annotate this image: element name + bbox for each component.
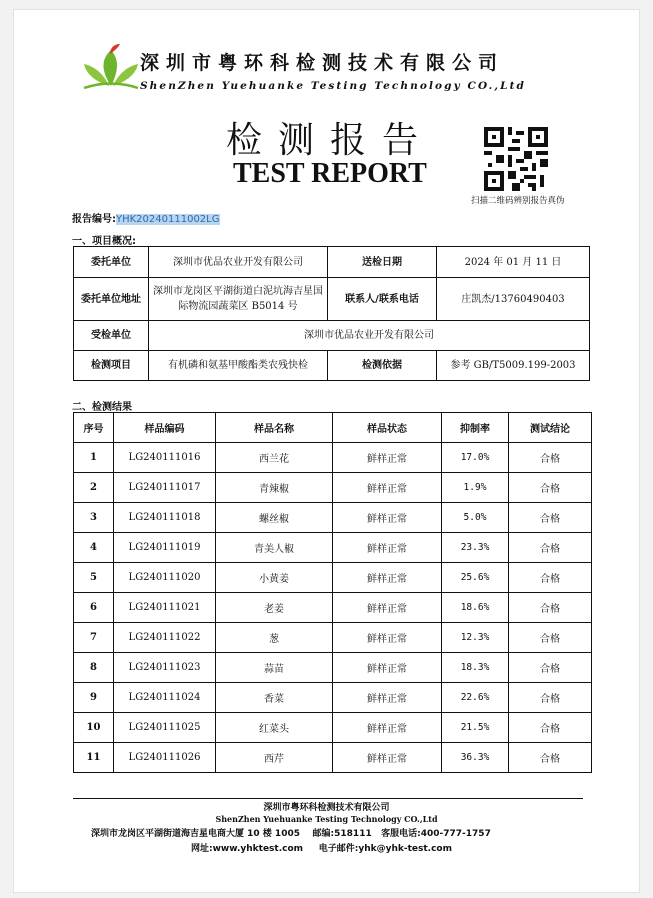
row-index: 6	[74, 593, 114, 623]
test-conclusion: 合格	[509, 593, 592, 623]
section-project-heading: 一、项目概况:	[72, 236, 136, 247]
inhibition-rate: 36.3%	[442, 743, 509, 773]
test-conclusion: 合格	[509, 623, 592, 653]
sample-code: LG240111021	[114, 593, 216, 623]
sample-state: 鲜样正常	[333, 563, 442, 593]
sample-name: 葱	[216, 623, 333, 653]
col-header-name: 样品名称	[216, 413, 333, 443]
sample-code: LG240111023	[114, 653, 216, 683]
sample-name: 西芹	[216, 743, 333, 773]
row-index: 1	[74, 443, 114, 473]
inhibition-rate: 21.5%	[442, 713, 509, 743]
company-name-cn: 深圳市粤环科检测技术有限公司	[140, 52, 505, 74]
table-row	[74, 563, 592, 593]
report-number-label: 报告编号:	[72, 214, 116, 225]
test-conclusion: 合格	[509, 533, 592, 563]
item-value: 有机磷和氨基甲酸酯类农残快检	[149, 351, 328, 381]
contact-value: 庄凯杰/13760490403	[437, 278, 590, 321]
sample-state: 鲜样正常	[333, 533, 442, 563]
results-header-row	[74, 413, 592, 443]
basis-value: 参考 GB/T5009.199-2003	[437, 351, 590, 381]
footer-postcode-label: 邮编:	[312, 829, 335, 839]
sample-name: 小黄姜	[216, 563, 333, 593]
qr-code	[484, 127, 548, 191]
project-info-table	[73, 246, 590, 381]
table-row	[74, 743, 592, 773]
sample-name: 蒜苗	[216, 653, 333, 683]
sample-code: LG240111018	[114, 503, 216, 533]
row-index: 8	[74, 653, 114, 683]
inhibition-rate: 17.0%	[442, 443, 509, 473]
client-label: 委托单位	[74, 247, 149, 278]
inspected-label: 受检单位	[74, 321, 149, 351]
table-row	[74, 473, 592, 503]
test-conclusion: 合格	[509, 503, 592, 533]
sample-state: 鲜样正常	[333, 653, 442, 683]
sample-state: 鲜样正常	[333, 713, 442, 743]
footer-postcode: 518111	[334, 829, 372, 839]
footer-hotline: 400-777-1757	[420, 829, 491, 839]
address-label: 委托单位地址	[74, 278, 149, 321]
company-logo	[80, 42, 142, 94]
inhibition-rate: 12.3%	[442, 623, 509, 653]
item-label: 检测项目	[74, 351, 149, 381]
report-number	[72, 210, 220, 225]
inhibition-rate: 5.0%	[442, 503, 509, 533]
sample-name: 青辣椒	[216, 473, 333, 503]
sample-name: 香菜	[216, 683, 333, 713]
test-conclusion: 合格	[509, 563, 592, 593]
row-index: 7	[74, 623, 114, 653]
sample-state: 鲜样正常	[333, 443, 442, 473]
sample-code: LG240111019	[114, 533, 216, 563]
sample-code: LG240111024	[114, 683, 216, 713]
sample-code: LG240111026	[114, 743, 216, 773]
footer-contact-line	[91, 826, 491, 839]
address-value: 深圳市龙岗区平湖街道白泥坑海吉星国际物流园蔬菜区 B5014 号	[149, 278, 328, 321]
basis-label: 检测依据	[328, 351, 437, 381]
inhibition-rate: 18.6%	[442, 593, 509, 623]
sample-name: 螺丝椒	[216, 503, 333, 533]
col-header-code: 样品编码	[114, 413, 216, 443]
footer-company-cn: 深圳市粤环科检测技术有限公司	[263, 803, 390, 813]
date-value: 2024 年 01 月 11 日	[437, 247, 590, 278]
report-title-cn: 检测报告	[226, 120, 435, 161]
col-header-rate: 抑制率	[442, 413, 509, 443]
sample-name: 青美人椒	[216, 533, 333, 563]
footer-company-en: ShenZhen Yuehuanke Testing Technology CO.,Ltd	[215, 814, 438, 824]
row-index: 2	[74, 473, 114, 503]
table-row	[74, 713, 592, 743]
table-row	[74, 623, 592, 653]
row-index: 4	[74, 533, 114, 563]
report-title-en: TEST REPORT	[233, 158, 427, 189]
sample-code: LG240111022	[114, 623, 216, 653]
contact-label: 联系人/联系电话	[328, 278, 437, 321]
footer-web-line	[191, 841, 452, 854]
col-header-conclusion: 测试结论	[509, 413, 592, 443]
sample-name: 红菜头	[216, 713, 333, 743]
col-header-index: 序号	[74, 413, 114, 443]
test-conclusion: 合格	[509, 713, 592, 743]
test-conclusion: 合格	[509, 473, 592, 503]
section-results-heading: 二、检测结果	[72, 402, 132, 413]
test-conclusion: 合格	[509, 653, 592, 683]
inhibition-rate: 18.3%	[442, 653, 509, 683]
test-conclusion: 合格	[509, 443, 592, 473]
sample-name: 西兰花	[216, 443, 333, 473]
footer-hotline-label: 客服电话:	[381, 829, 421, 839]
col-header-state: 样品状态	[333, 413, 442, 443]
report-number-value: YHK20240111002LG	[116, 214, 220, 225]
sample-state: 鲜样正常	[333, 683, 442, 713]
sample-name: 老姜	[216, 593, 333, 623]
qr-caption: 扫描二维码辨别报告真伪	[471, 196, 565, 206]
table-row	[74, 683, 592, 713]
test-conclusion: 合格	[509, 743, 592, 773]
company-name-en: ShenZhen Yuehuanke Testing Technology CO.,Ltd	[140, 80, 527, 92]
sample-code: LG240111017	[114, 473, 216, 503]
sample-code: LG240111025	[114, 713, 216, 743]
row-index: 11	[74, 743, 114, 773]
results-table	[73, 412, 592, 773]
sample-code: LG240111020	[114, 563, 216, 593]
sample-state: 鲜样正常	[333, 623, 442, 653]
table-row	[74, 593, 592, 623]
footer-divider	[73, 798, 583, 799]
table-row	[74, 443, 592, 473]
table-row	[74, 533, 592, 563]
inhibition-rate: 1.9%	[442, 473, 509, 503]
inspected-value: 深圳市优品农业开发有限公司	[149, 321, 590, 351]
client-value: 深圳市优品农业开发有限公司	[149, 247, 328, 278]
footer-website[interactable]: www.yhktest.com	[212, 844, 304, 854]
sample-state: 鲜样正常	[333, 503, 442, 533]
sample-state: 鲜样正常	[333, 743, 442, 773]
footer-address: 深圳市龙岗区平湖街道海吉星电商大厦 10 楼 1005	[91, 829, 300, 839]
footer-email-label: 电子邮件:	[318, 844, 359, 854]
row-index: 5	[74, 563, 114, 593]
inhibition-rate: 25.6%	[442, 563, 509, 593]
footer-website-label: 网址:	[191, 844, 213, 854]
row-index: 9	[74, 683, 114, 713]
date-label: 送检日期	[328, 247, 437, 278]
test-conclusion: 合格	[509, 683, 592, 713]
sample-state: 鲜样正常	[333, 593, 442, 623]
inhibition-rate: 22.6%	[442, 683, 509, 713]
footer-email[interactable]: yhk@yhk-test.com	[358, 844, 452, 854]
inhibition-rate: 23.3%	[442, 533, 509, 563]
sample-code: LG240111016	[114, 443, 216, 473]
table-row	[74, 503, 592, 533]
row-index: 3	[74, 503, 114, 533]
sample-state: 鲜样正常	[333, 473, 442, 503]
row-index: 10	[74, 713, 114, 743]
table-row	[74, 653, 592, 683]
